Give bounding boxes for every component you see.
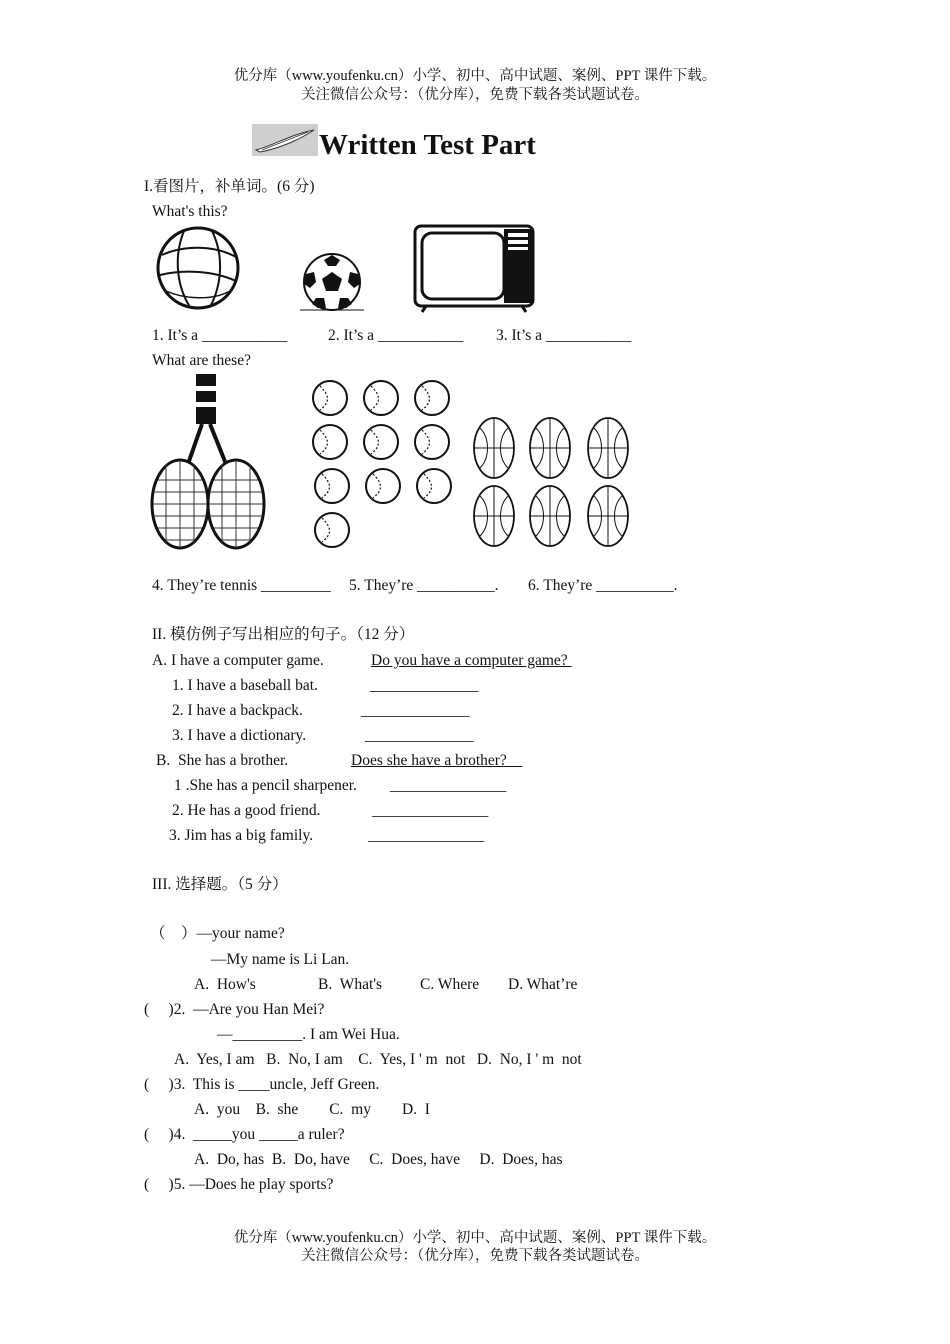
example-b-answer: Does she have a brother? xyxy=(351,752,523,769)
q4-stem: ( )4. _____you _____a ruler? xyxy=(144,1126,345,1143)
answer-line-b2: _______________ xyxy=(372,802,489,819)
q2-reply: —_________. I am Wei Hua. xyxy=(217,1026,400,1043)
header-line-1: 优分库（www.youfenku.cn）小学、初中、高中试题、案例、PPT 课件下载。 xyxy=(233,68,717,84)
tennis-balls-icon xyxy=(310,378,456,552)
footer-line-2: 关注微信公众号：（优分库），免费下载各类试题试卷。 xyxy=(301,1248,649,1264)
item-b2: 2. He has a good friend. xyxy=(172,802,321,819)
answer-line-b1: _______________ xyxy=(390,777,507,794)
tennis-rackets-icon xyxy=(150,372,268,552)
answer-line-a1: ______________ xyxy=(370,677,479,694)
basketball-icon xyxy=(154,225,244,311)
q1-option-d: D. What’re xyxy=(508,976,578,993)
q5-stem: ( )5. —Does he play sports? xyxy=(144,1176,334,1193)
section1-heading: I.看图片，补单词。(6 分) xyxy=(144,178,315,195)
television-icon xyxy=(412,223,536,313)
header-line-2: 关注微信公众号：（优分库），免费下载各类试题试卷。 xyxy=(301,87,649,103)
section2-heading: II. 模仿例子写出相应的句子。（12 分） xyxy=(152,626,415,643)
q1-reply: —My name is Li Lan. xyxy=(211,951,350,968)
q1-option-c: C. Where xyxy=(420,976,480,993)
q4-options: A. Do, has B. Do, have C. Does, have D. Does, has xyxy=(194,1151,563,1168)
q3-options: A. you B. she C. my D. I xyxy=(194,1101,430,1118)
q1-option-a: A. How's xyxy=(194,976,256,993)
q1-option-b: B. What's xyxy=(318,976,383,993)
question-what-are-these: What are these? xyxy=(152,352,251,369)
feather-logo xyxy=(252,124,318,156)
basketballs-icon xyxy=(468,414,636,552)
item-a1: 1. I have a baseball bat. xyxy=(172,677,318,694)
item-b3: 3. Jim has a big family. xyxy=(169,827,314,844)
blank-2: 2. It’s a ___________ xyxy=(328,327,464,344)
example-a-answer: Do you have a computer game? xyxy=(371,652,572,669)
example-b: B. She has a brother. xyxy=(156,752,289,769)
q1-stem: （ ）—your name? xyxy=(150,925,285,942)
section3-heading: III. 选择题。（5 分） xyxy=(152,876,288,893)
answer-line-a2: ______________ xyxy=(361,702,470,719)
soccer-ball-icon xyxy=(298,252,366,312)
page-title: Written Test Part xyxy=(319,129,536,161)
q2-options: A. Yes, I am B. No, I am C. Yes, I ' m not D. No, I ' m not xyxy=(174,1051,582,1068)
example-a: A. I have a computer game. xyxy=(152,652,324,669)
item-a2: 2. I have a backpack. xyxy=(172,702,303,719)
item-a3: 3. I have a dictionary. xyxy=(172,727,307,744)
blank-3: 3. It’s a ___________ xyxy=(496,327,632,344)
footer-line-1: 优分库（www.youfenku.cn）小学、初中、高中试题、案例、PPT 课件下载。 xyxy=(233,1230,717,1246)
q3-stem: ( )3. This is ____uncle, Jeff Green. xyxy=(144,1076,380,1093)
blank-6: 6. They’re __________. xyxy=(528,577,678,594)
blank-4: 4. They’re tennis _________ xyxy=(152,577,331,594)
question-whats-this: What's this? xyxy=(152,203,228,220)
answer-line-b3: _______________ xyxy=(368,827,485,844)
answer-line-a3: ______________ xyxy=(365,727,474,744)
blank-5: 5. They’re __________. xyxy=(349,577,499,594)
item-b1: 1 .She has a pencil sharpener. xyxy=(174,777,357,794)
q2-stem: ( )2. —Are you Han Mei? xyxy=(144,1001,325,1018)
blank-1: 1. It’s a ___________ xyxy=(152,327,288,344)
